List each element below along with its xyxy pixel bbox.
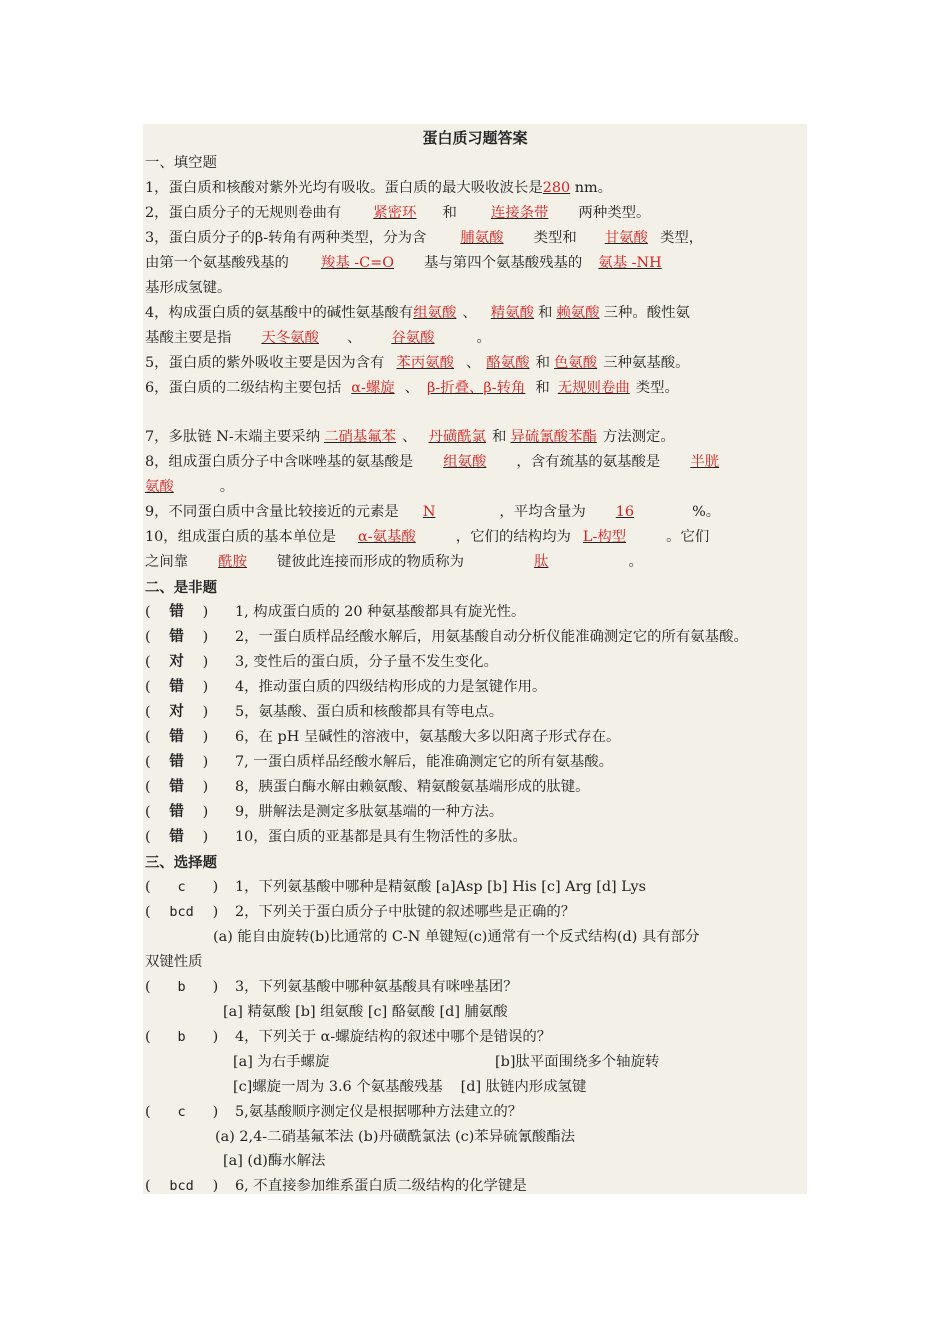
tf-answer: 错 bbox=[169, 604, 184, 620]
choice-options: [a] 为右手螺旋 [b]肽平面围绕多个轴旋转 bbox=[233, 1054, 660, 1070]
choice-question-1: ( c ) 1，下列氨基酸中哪种是精氨酸 [a]Asp [b] His [c] Arg [d] Lys bbox=[145, 875, 807, 900]
tf-answer: 对 bbox=[169, 654, 184, 670]
choice-options: (a) 能自由旋转(b)比通常的 C-N 单键短(c)通常有一个反式结构(d) 具有部分 bbox=[213, 929, 700, 945]
tf-answer: 错 bbox=[169, 829, 184, 845]
section-heading-fill: 一、填空题 bbox=[145, 155, 217, 171]
answer-blank: 二硝基氟苯 bbox=[324, 429, 397, 445]
choice-options: (a) 2,4-二硝基氟苯法 (b)丹磺酰氯法 (c)苯异硫氰酸酯法 bbox=[215, 1129, 576, 1145]
answer-blank: 酰胺 bbox=[218, 554, 247, 570]
choice-answer: c bbox=[177, 1104, 186, 1120]
choice-question-3: ( b ) 3，下列氨基酸中哪种氨基酸具有咪唑基团？ bbox=[145, 975, 807, 1000]
answer-blank: 甘氨酸 bbox=[604, 230, 648, 246]
fill-question-7: 7，多肽链 N-末端主要采纳 二硝基氟苯 、 丹磺酰氯 和 异硫氰酸苯酯 方法测定。 bbox=[145, 429, 675, 445]
tf-item: ( 错 ) 8，胰蛋白酶水解由赖氨酸、精氨酸氨基端形成的肽键。 bbox=[145, 775, 807, 800]
answer-blank: 酪氨酸 bbox=[486, 355, 530, 371]
answer-blank: 组氨酸 bbox=[413, 305, 457, 321]
fill-question-10: 10，组成蛋白质的基本单位是 α-氨基酸 ，它们的结构均为 L-构型 。它们 bbox=[145, 529, 710, 545]
answer-blank: 脯氨酸 bbox=[460, 230, 504, 246]
answer-blank: β-折叠、β-转角 bbox=[427, 380, 526, 396]
answer-blank: 精氨酸 bbox=[490, 305, 534, 321]
choice-answer: bcd bbox=[169, 904, 194, 920]
fill-question-10-cont: 之间靠 酰胺 键彼此连接而形成的物质称为 肽 。 bbox=[145, 554, 643, 570]
choice-question-6: ( bcd ) 6, 不直接参加维系蛋白质二级结构的化学键是 bbox=[145, 1174, 807, 1194]
tf-item: ( 错 ) 4，推动蛋白质的四级结构形成的力是氢键作用。 bbox=[145, 675, 807, 700]
fill-question-6: 6，蛋白质的二级结构主要包括 α-螺旋 、 β-折叠、β-转角 和 无规则卷曲 类型。 bbox=[145, 380, 679, 396]
answer-blank: 16 bbox=[615, 504, 635, 520]
fill-question-4-cont: 基酸主要是指 天冬氨酸 、 谷氨酸 。 bbox=[145, 330, 491, 346]
fill-question-3-end: 基形成氢键。 bbox=[145, 280, 232, 296]
tf-item: ( 错 ) 6，在 pH 呈碱性的溶液中，氨基酸大多以阳离子形式存在。 bbox=[145, 725, 807, 750]
answer-blank: 紧密环 bbox=[373, 205, 417, 221]
tf-item: ( 对 ) 5，氨基酸、蛋白质和核酸都具有等电点。 bbox=[145, 700, 807, 725]
answer-blank: 异硫氰酸苯酯 bbox=[510, 429, 597, 445]
document-page bbox=[143, 124, 807, 1194]
answer-blank: 天冬氨酸 bbox=[261, 330, 319, 346]
tf-item: ( 错 ) 10，蛋白质的亚基都是具有生物活性的多肽。 bbox=[145, 825, 807, 850]
tf-item: ( 错 ) 9，肼解法是测定多肽氨基端的一种方法。 bbox=[145, 800, 807, 825]
fill-question-9: 9，不同蛋白质中含量比较接近的元素是 N ，平均含量为 16 %。 bbox=[145, 504, 721, 520]
fill-question-5: 5，蛋白质的紫外吸收主要是因为含有 苯丙氨酸 、 酪氨酸 和 色氨酸 三种氨基酸。 bbox=[145, 355, 690, 371]
answer-blank: 半胱 bbox=[690, 454, 720, 470]
choice-options: [a] 精氨酸 [b] 组氨酸 [c] 酪氨酸 [d] 脯氨酸 bbox=[223, 1004, 508, 1020]
fill-question-1: 1，蛋白质和核酸对紫外光均有吸收。蛋白质的最大吸收波长是280 nm。 bbox=[145, 180, 613, 196]
fill-question-3: 3，蛋白质分子的β-转角有两种类型，分为含 脯氨酸 类型和 甘氨酸 类型， bbox=[145, 230, 704, 246]
section-heading-truefalse: 二、是非题 bbox=[145, 579, 217, 596]
choice-question-5: ( c ) 5,氨基酸顺序测定仪是根据哪种方法建立的？ bbox=[145, 1100, 807, 1125]
answer-blank: α-氨基酸 bbox=[358, 529, 416, 545]
fill-question-8: 8，组成蛋白质分子中含咪唑基的氨基酸是 组氨酸 ，含有巯基的氨基酸是 半胱 bbox=[145, 454, 720, 470]
answer-blank: 苯丙氨酸 bbox=[396, 355, 454, 371]
choice-answer: b bbox=[177, 979, 186, 995]
tf-answer: 错 bbox=[169, 804, 184, 820]
answer-blank: 羧基 -C=O bbox=[320, 255, 395, 271]
tf-answer: 错 bbox=[169, 679, 184, 695]
choice-answer: b bbox=[177, 1029, 186, 1045]
tf-answer: 错 bbox=[169, 729, 184, 745]
choice-options: [c]螺旋一周为 3.6 个氨基酸残基 [d] 肽链内形成氢键 bbox=[233, 1079, 587, 1095]
choice-answer: bcd bbox=[169, 1178, 194, 1194]
choice-question-4: ( b ) 4，下列关于 α-螺旋结构的叙述中哪个是错误的？ bbox=[145, 1025, 807, 1050]
answer-blank: L-构型 bbox=[582, 529, 627, 545]
answer-blank: 无规则卷曲 bbox=[557, 380, 630, 396]
answer-blank: 丹磺酰氯 bbox=[428, 429, 487, 445]
fill-question-8-cont: 氨酸 。 bbox=[145, 479, 235, 495]
tf-answer: 错 bbox=[169, 779, 184, 795]
choice-options: [a] (d)酶水解法 bbox=[223, 1153, 326, 1169]
choice-options-cont: 双键性质 bbox=[145, 954, 203, 970]
fill-question-4: 4，构成蛋白质的氨基酸中的碱性氨基酸有组氨酸 、 精氨酸 和 赖氨酸 三种。酸性氨 bbox=[145, 305, 690, 321]
fill-question-2: 2，蛋白质分子的无规则卷曲有 紧密环 和 连接条带 两种类型。 bbox=[145, 205, 651, 221]
tf-item: ( 对 ) 3, 变性后的蛋白质，分子量不发生变化。 bbox=[145, 650, 807, 675]
tf-item: ( 错 ) 2，一蛋白质样品经酸水解后，用氨基酸自动分析仪能准确测定它的所有氨基酸。 bbox=[145, 625, 807, 650]
document-title: 蛋白质习题答案 bbox=[422, 129, 528, 147]
tf-answer: 错 bbox=[169, 754, 184, 770]
choice-answer: c bbox=[177, 879, 186, 895]
answer-blank: 谷氨酸 bbox=[391, 330, 435, 346]
section-heading-choice: 三、选择题 bbox=[145, 854, 217, 871]
answer-blank: 赖氨酸 bbox=[556, 305, 600, 321]
tf-answer: 对 bbox=[169, 704, 184, 720]
answer-blank: 色氨酸 bbox=[554, 355, 598, 371]
answer-blank: 氨基 -NH bbox=[598, 255, 662, 271]
fill-question-3-cont: 由第一个氨基酸残基的 羧基 -C=O 基与第四个氨基酸残基的 氨基 -NH bbox=[145, 251, 807, 276]
tf-answer: 错 bbox=[169, 629, 184, 645]
answer-blank: 氨酸 bbox=[145, 479, 174, 495]
answer-blank: 肽 bbox=[534, 554, 549, 570]
tf-item: ( 错 ) 1, 构成蛋白质的 20 种氨基酸都具有旋光性。 bbox=[145, 600, 807, 625]
answer-blank: 组氨酸 bbox=[443, 454, 487, 470]
tf-item: ( 错 ) 7, 一蛋白质样品经酸水解后，能准确测定它的所有氨基酸。 bbox=[145, 750, 807, 775]
answer-blank: 连接条带 bbox=[490, 205, 549, 221]
answer-blank: α-螺旋 bbox=[351, 380, 395, 396]
answer-blank: 280 bbox=[542, 180, 571, 196]
choice-question-2: ( bcd ) 2，下列关于蛋白质分子中肽键的叙述哪些是正确的？ bbox=[145, 900, 807, 925]
answer-blank: N bbox=[422, 504, 436, 520]
